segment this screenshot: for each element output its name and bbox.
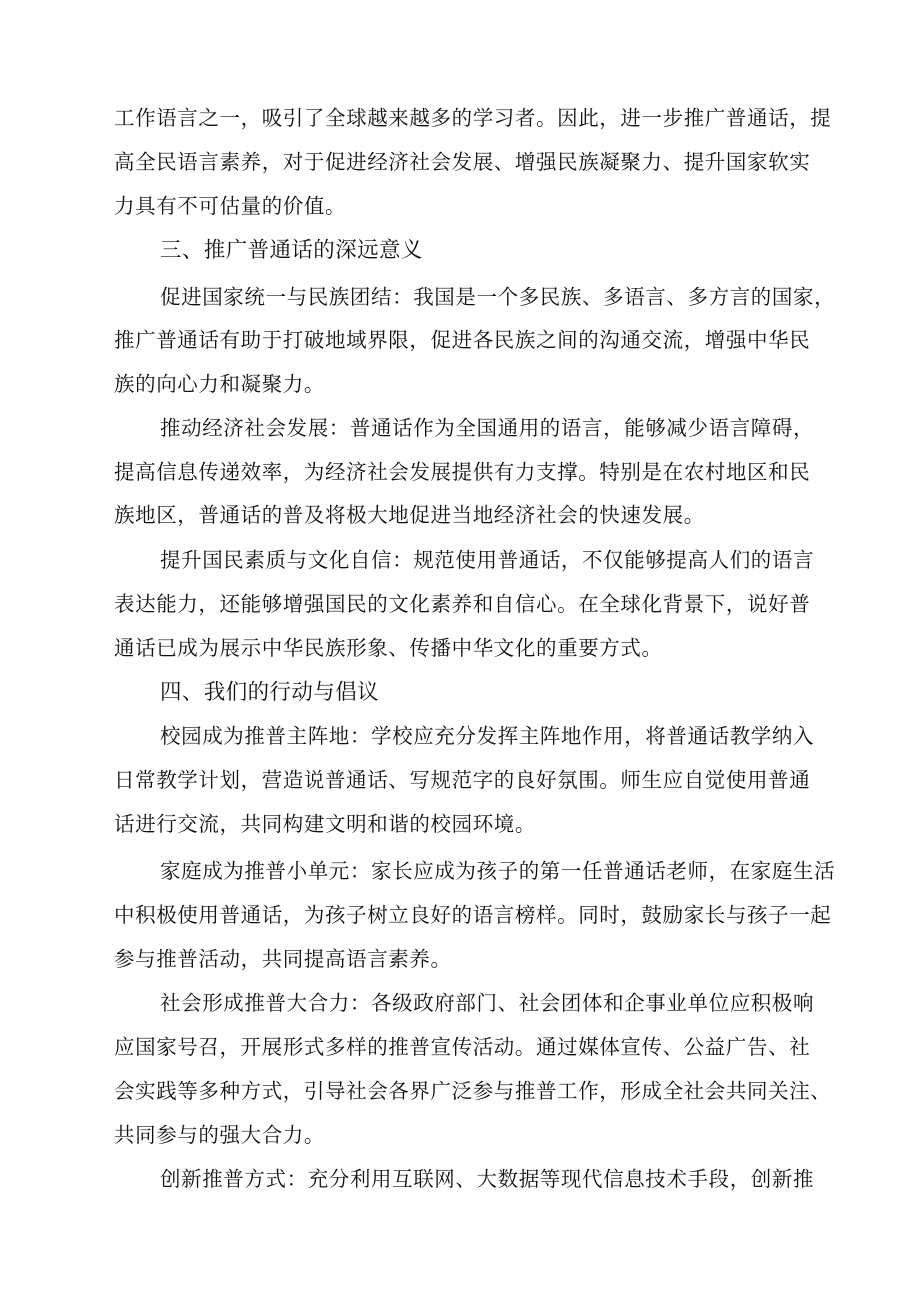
text-line: 工作语言之一，吸引了全球越来越多的学习者。因此，进一步推广普通话，提 [114,106,832,130]
text-line: 共同参与的强大合力。 [114,1123,325,1147]
text-line: 家庭成为推普小单元：家长应成为孩子的第一任普通话老师，在家庭生活 [160,859,836,883]
text-line: 提升国民素质与文化自信：规范使用普通话，不仅能够提高人们的语言 [160,548,815,572]
text-line: 创新推普方式：充分利用互联网、大数据等现代信息技术手段，创新推 [160,1167,815,1191]
text-line: 应国家号召，开展形式多样的推普宣传活动。通过媒体宣传、公益广告、社 [114,1035,811,1059]
text-line: 促进国家统一与民族团结：我国是一个多民族、多语言、多方言的国家， [160,285,836,309]
text-line: 日常教学计划，营造说普通话、写规范字的良好氛围。师生应自觉使用普通 [114,768,811,792]
text-line: 族地区，普通话的普及将极大地促进当地经济社会的快速发展。 [114,503,705,527]
section-heading-3: 三、推广普通话的深远意义 [160,238,423,263]
text-line: 话进行交流，共同构建文明和谐的校园环境。 [114,812,536,836]
text-line: 校园成为推普主阵地：学校应充分发挥主阵地作用，将普通话教学纳入 [160,724,815,748]
text-line: 推广普通话有助于打破地域界限，促进各民族之间的沟通交流，增强中华民 [114,328,811,352]
text-line: 高全民语言素养，对于促进经济社会发展、增强民族凝聚力、提升国家软实 [114,150,811,174]
text-line: 提高信息传递效率，为经济社会发展提供有力支撑。特别是在农村地区和民 [114,460,811,484]
text-line: 推动经济社会发展：普通话作为全国通用的语言，能够减少语言障碍， [160,416,815,440]
text-line: 族的向心力和凝聚力。 [114,372,325,396]
section-heading-4: 四、我们的行动与倡议 [160,680,380,705]
text-line: 中积极使用普通话，为孩子树立良好的语言榜样。同时，鼓励家长与孩子一起 [114,903,832,927]
text-line: 通话已成为展示中华民族形象、传播中华文化的重要方式。 [114,636,663,660]
text-line: 会实践等多种方式，引导社会各界广泛参与推普工作，形成全社会共同关注、 [114,1079,832,1103]
text-line: 参与推普活动，共同提高语言素养。 [114,947,452,971]
text-line: 社会形成推普大合力：各级政府部门、社会团体和企事业单位应积极响 [160,991,815,1015]
text-line: 表达能力，还能够增强国民的文化素养和自信心。在全球化背景下，说好普 [114,592,811,616]
text-line: 力具有不可估量的价值。 [114,194,347,218]
